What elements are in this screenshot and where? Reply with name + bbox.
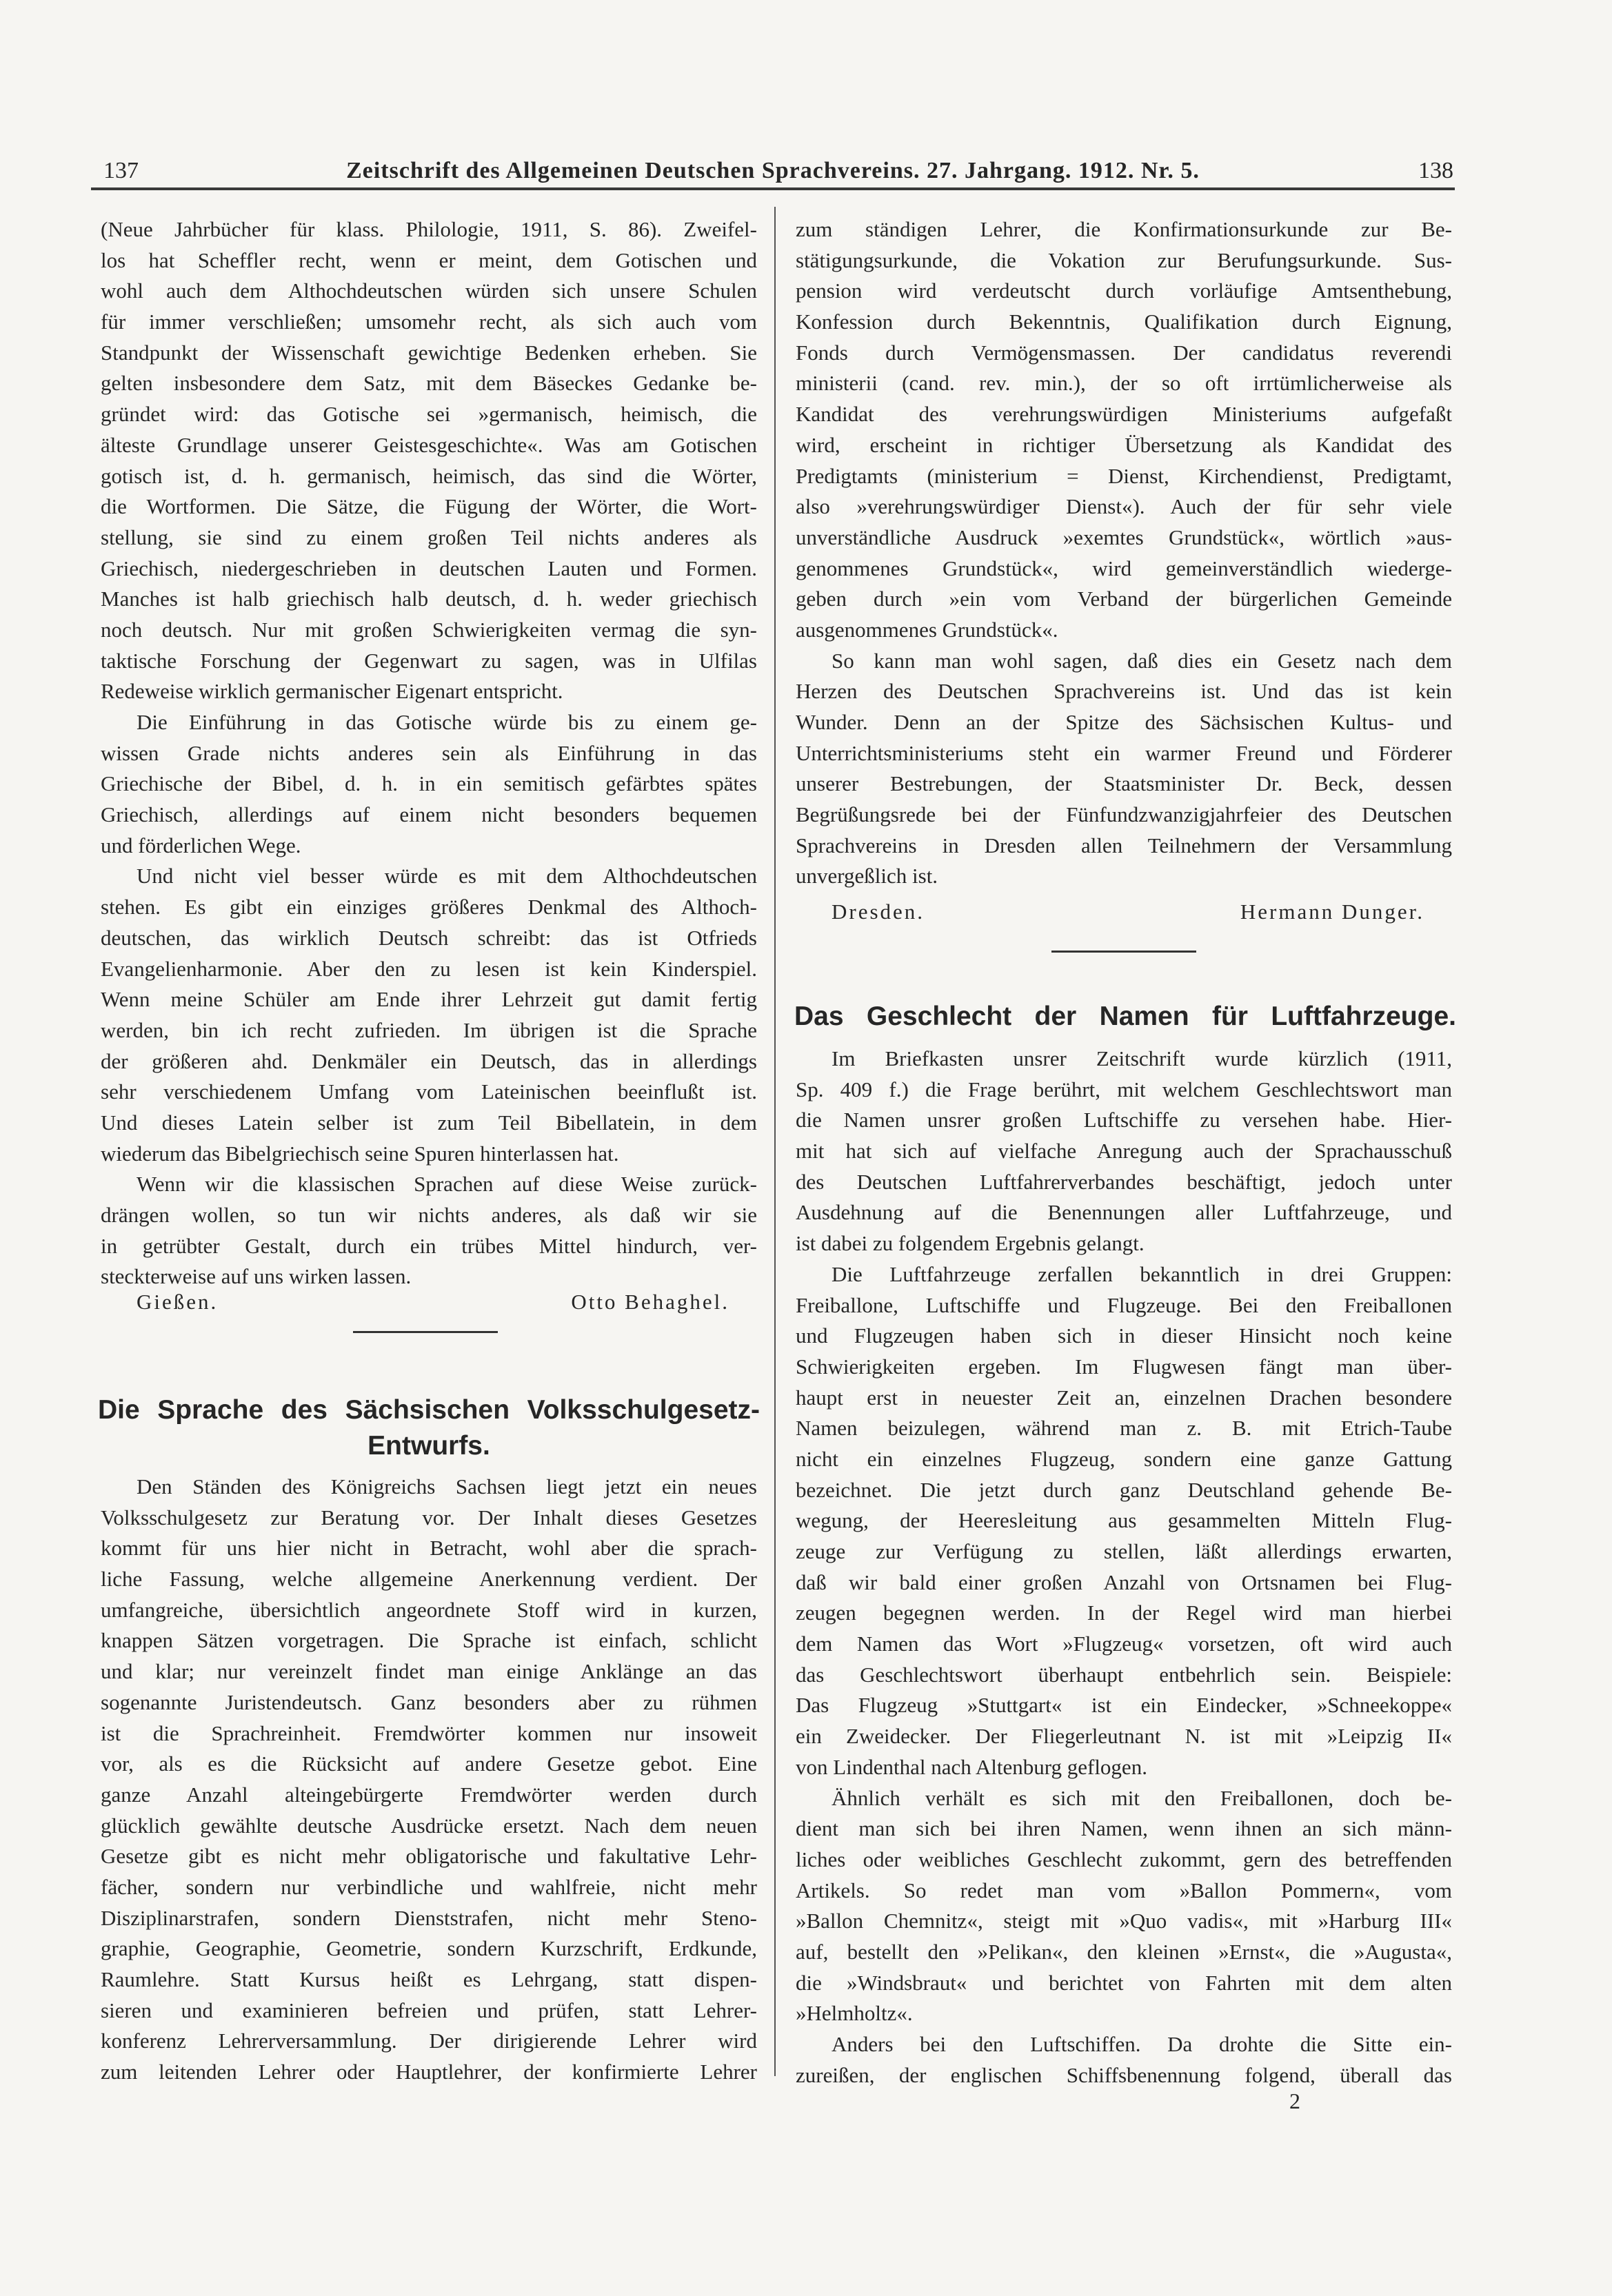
text-line: fächer, sondern nur verbindliche und wahlfreie, nicht mehr xyxy=(101,1874,757,1899)
text-line: ministerii (cand. rev. min.), der so oft irrtümlicherweise als xyxy=(796,371,1452,396)
text-line: Begrüßungsrede bei der Fünfundzwanzigjahrfeier des Deutschen xyxy=(796,802,1452,827)
signature-left xyxy=(101,1286,757,1317)
text-line: zureißen, der englischen Schiffsbenennung folgend, überall das xyxy=(796,2062,1452,2087)
text-line: Volksschulgesetz zur Beratung vor. Der Inhalt dieses Gesetzes xyxy=(101,1505,757,1530)
text-line: Disziplinarstrafen, sondern Dienststrafen, nicht mehr Steno- xyxy=(101,1905,757,1930)
signature-place: Dresden. xyxy=(832,900,925,924)
text-line: Die Einführung in das Gotische würde bis zu einem ge- xyxy=(137,710,757,734)
text-line: also »verehrungswürdiger Dienst«). Auch der für sehr viele xyxy=(796,494,1452,519)
text-line: ganze Anzahl alteingebürgerte Fremdwörter werden durch xyxy=(101,1782,757,1807)
text-line: unvergeßlich ist. xyxy=(796,864,938,888)
text-line: gotisch ist, d. h. germanisch, heimisch, das sind die Wörter, xyxy=(101,463,757,488)
text-line: sieren und examinieren befreien und prüfen, statt Lehrer- xyxy=(101,1998,757,2022)
text-line: dem Namen das Wort »Flugzeug« vorsetzen, oft wird auch xyxy=(796,1632,1452,1656)
text-line: Namen beizulegen, während man z. B. mit Etrich-Taube xyxy=(796,1416,1452,1441)
text-line: Manches ist halb griechisch halb deutsch, d. h. weder griechisch xyxy=(101,587,757,611)
text-line: und Flugzeugen haben sich in dieser Hinsicht noch keine xyxy=(796,1323,1452,1348)
text-line: auf, bestellt den »Pelikan«, den kleinen »Ernst«, die »Augusta«, xyxy=(796,1939,1452,1964)
text-line: Redeweise wirklich germanischer Eigenart entspricht. xyxy=(101,679,563,704)
page-number-right: 138 xyxy=(1418,158,1453,183)
paragraph xyxy=(101,1472,757,2088)
paragraph xyxy=(796,1783,1452,2030)
text-line: und klar; nur vereinzelt findet man einige Anklänge an das xyxy=(101,1659,757,1684)
text-line: stellung, sie sind zu einem großen Teil nichts anderes als xyxy=(101,525,757,549)
section-rule xyxy=(1051,951,1196,953)
text-line: Freiballone, Luftschiffe und Flugzeuge. Bei den Freiballonen xyxy=(796,1292,1452,1317)
text-line: Unterrichtsministeriums steht ein warmer Freund und Förderer xyxy=(796,740,1452,765)
text-line: Griechisch, niedergeschrieben in deutschen Lauten und Formen. xyxy=(101,556,757,580)
paragraph xyxy=(796,646,1452,893)
text-line: die Wortformen. Die Sätze, die Fügung der Wörter, die Wort- xyxy=(101,494,757,519)
text-line: unserer Bestrebungen, der Staatsminister Dr. Beck, dessen xyxy=(796,771,1452,796)
text-line: wohl auch dem Althochdeutschen würden sich unsere Schulen xyxy=(101,278,757,303)
right-column-text xyxy=(796,214,1452,892)
text-line: in getrübter Gestalt, durch ein trübes Mittel hindurch, ver- xyxy=(101,1233,757,1258)
text-line: drängen wollen, so tun wir nichts anderes, als daß wir sie xyxy=(101,1203,757,1227)
text-line: Standpunkt der Wissenschaft gewichtige Bedenken erheben. Sie xyxy=(101,340,757,365)
text-line: Predigtamts (ministerium = Dienst, Kirchendienst, Predigtamt, xyxy=(796,463,1452,488)
text-line: die Namen unsrer großen Luftschiffe zu versehen habe. Hier- xyxy=(796,1108,1452,1132)
sheet-signature-mark: 2 xyxy=(1289,2089,1300,2113)
text-line: wiederum das Bibelgriechisch seine Spuren hinterlassen hat. xyxy=(101,1141,619,1166)
text-line: Raumlehre. Statt Kursus heißt es Lehrgang, statt dispen- xyxy=(101,1967,757,1991)
paragraph xyxy=(796,1259,1452,1783)
text-line: ausgenommenes Grundstück«. xyxy=(796,617,1058,642)
text-line: (Neue Jahrbücher für klass. Philologie, 1911, S. 86). Zweifel- xyxy=(101,217,757,241)
heading-line: Die Sprache des Sächsischen Volksschulgesetz- xyxy=(98,1395,760,1425)
text-line: Die Luftfahrzeuge zerfallen bekanntlich in drei Gruppen: xyxy=(832,1261,1452,1286)
paragraph xyxy=(101,1169,757,1292)
text-line: Und nicht viel besser würde es mit dem Althochdeutschen xyxy=(137,864,757,888)
text-line: des Deutschen Luftfahrerverbandes beschäftigt, jedoch unter xyxy=(796,1169,1452,1194)
text-line: Anders bei den Luftschiffen. Da drohte die Sitte ein- xyxy=(832,2032,1452,2056)
text-line: Und dieses Latein selber ist zum Teil Bibellatein, in dem xyxy=(101,1110,757,1135)
article-body-left xyxy=(101,1472,757,2088)
page-number-left: 137 xyxy=(103,158,139,183)
text-line: unverständliche Ausdruck »exemtes Grundstück«, wörtlich »aus- xyxy=(796,525,1452,549)
text-line: mit hat sich auf vielfache Anregung auch der Sprachausschuß xyxy=(796,1139,1452,1164)
text-line: Schwierigkeiten ergeben. Im Flugwesen fängt man über- xyxy=(796,1354,1452,1379)
text-line: geben durch »ein vom Verband der bürgerlichen Gemeinde xyxy=(796,587,1452,611)
article-heading-right xyxy=(794,999,1456,1035)
text-line: Kandidat des verehrungswürdigen Ministeriums aufgefaßt xyxy=(796,402,1452,427)
text-line: ein Zweidecker. Der Fliegerleutnant N. ist mit »Leipzig II« xyxy=(796,1724,1452,1749)
text-line: werden, bin ich recht zufrieden. Im übrigen ist die Sprache xyxy=(101,1017,757,1042)
text-line: zum leitenden Lehrer oder Hauptlehrer, der konfirmierte Lehrer xyxy=(101,2060,757,2084)
text-line: deutschen, das wirklich Deutsch schreibt: das ist Otfrieds xyxy=(101,925,757,950)
column-divider xyxy=(774,207,776,2076)
text-line: älteste Grundlage unserer Geistesgeschichte«. Was am Gotischen xyxy=(101,432,757,457)
signature-author: Hermann Dunger. xyxy=(1240,900,1424,924)
text-line: »Helmholtz«. xyxy=(796,2001,913,2026)
text-line: gründet wird: das Gotische sei »germanisch, heimisch, die xyxy=(101,402,757,427)
text-line: wissen Grade nichts anderes sein als Einführung in das xyxy=(101,740,757,765)
text-line: Konfession durch Bekenntnis, Qualifikation durch Eignung, xyxy=(796,309,1452,334)
paragraph xyxy=(796,214,1452,646)
signature-author: Otto Behaghel. xyxy=(571,1290,729,1314)
signature-place: Gießen. xyxy=(137,1290,219,1314)
text-line: konferenz Lehrerversammlung. Der dirigierende Lehrer wird xyxy=(101,2029,757,2053)
text-line: ist dabei zu folgendem Ergebnis gelangt. xyxy=(796,1231,1145,1256)
text-line: Ähnlich verhält es sich mit den Freiballonen, doch be- xyxy=(832,1785,1452,1810)
text-line: steckterweise auf uns wirken lassen. xyxy=(101,1264,412,1289)
text-line: Wenn meine Schüler am Ende ihrer Lehrzeit gut damit fertig xyxy=(101,987,757,1012)
text-line: ist die Sprachreinheit. Fremdwörter kommen nur insoweit xyxy=(101,1720,757,1745)
text-line: das Geschlechtswort überhaupt entbehrlich sein. Beispiele: xyxy=(796,1662,1452,1687)
text-line: Sp. 409 f.) die Frage berührt, mit welchem Geschlechtswort man xyxy=(796,1077,1452,1101)
text-line: Ausdehnung auf die Benennungen aller Luftfahrzeuge, und xyxy=(796,1200,1452,1225)
text-line: Griechisch, allerdings auf einem nicht besonders bequemen xyxy=(101,802,757,827)
text-line: bezeichnet. Die jetzt durch ganz Deutschland gehende Be- xyxy=(796,1477,1452,1502)
text-line: pension wird verdeutscht durch vorläufige Amtsenthebung, xyxy=(796,278,1452,303)
text-line: zeugen begegnen werden. In der Regel wird man hierbei xyxy=(796,1601,1452,1625)
text-line: von Lindenthal nach Altenburg geflogen. xyxy=(796,1754,1147,1779)
text-line: Griechische der Bibel, d. h. in ein semitisch gefärbtes spätes xyxy=(101,771,757,796)
heading-line: Entwurfs. xyxy=(367,1431,490,1461)
paragraph xyxy=(101,861,757,1169)
text-line: gelten insbesondere dem Satz, mit dem Bäseckes Gedanke be- xyxy=(101,371,757,396)
article-heading-left xyxy=(98,1392,760,1464)
text-line: sogenannte Juristendeutsch. Ganz besonders aber zu rühmen xyxy=(101,1689,757,1714)
text-line: zeuge zur Verfügung zu stellen, läßt allerdings erwarten, xyxy=(796,1539,1452,1563)
text-line: Evangelienharmonie. Aber den zu lesen ist kein Kinderspiel. xyxy=(101,956,757,981)
text-line: Sprachvereins in Dresden allen Teilnehmern der Versammlung xyxy=(796,833,1452,857)
text-line: der größeren ahd. Denkmäler ein Deutsch, das in allerdings xyxy=(101,1048,757,1073)
signature-right xyxy=(796,896,1452,927)
text-line: los hat Scheffler recht, wenn er meint, dem Gotischen und xyxy=(101,247,757,272)
text-line: Herzen des Deutschen Sprachvereins ist. Und das ist kein xyxy=(796,679,1452,704)
text-line: stätigungsurkunde, die Vokation zur Berufungsurkunde. Sus- xyxy=(796,247,1452,272)
text-line: glücklich gewählte deutsche Ausdrücke ersetzt. Nach dem neuen xyxy=(101,1813,757,1838)
text-line: knappen Sätzen vorgetragen. Die Sprache ist einfach, schlicht xyxy=(101,1628,757,1653)
text-line: Das Flugzeug »Stuttgart« ist ein Eindecker, »Schneekoppe« xyxy=(796,1693,1452,1718)
text-line: Wenn wir die klassischen Sprachen auf diese Weise zurück- xyxy=(137,1172,757,1197)
text-line: liche Fassung, welche allgemeine Anerkennung verdient. Der xyxy=(101,1567,757,1592)
text-line: dient man sich bei ihren Namen, wenn ihnen an sich männ- xyxy=(796,1816,1452,1841)
text-line: noch deutsch. Nur mit großen Schwierigkeiten vermag die syn- xyxy=(101,617,757,642)
text-line: Artikels. So redet man vom »Ballon Pommern«, vom xyxy=(796,1878,1452,1902)
text-line: So kann man wohl sagen, daß dies ein Gesetz nach dem xyxy=(832,648,1452,673)
text-line: vor, als es die Rücksicht auf andere Gesetze gebot. Eine xyxy=(101,1751,757,1776)
text-line: taktische Forschung der Gegenwart zu sagen, was in Ulfilas xyxy=(101,648,757,673)
left-column-text xyxy=(101,214,757,1292)
text-line: wird, erscheint in richtiger Übersetzung als Kandidat des xyxy=(796,432,1452,457)
paragraph xyxy=(101,707,757,861)
paragraph xyxy=(796,2029,1452,2091)
text-line: graphie, Geographie, Geometrie, sondern Kurzschrift, Erdkunde, xyxy=(101,1936,757,1961)
paragraph xyxy=(796,1044,1452,1259)
text-line: zum ständigen Lehrer, die Konfirmationsurkunde zur Be- xyxy=(796,217,1452,241)
text-line: daß wir bald einer großen Anzahl von Ortsnamen bei Flug- xyxy=(796,1569,1452,1594)
text-line: nicht ein einzelnes Flugzeug, sondern eine ganze Gattung xyxy=(796,1446,1452,1471)
text-line: haupt erst in neuester Zeit an, einzelnen Drachen besondere xyxy=(796,1385,1452,1410)
text-line: umfangreiche, übersichtlich angeordnete Stoff wird in kurzen, xyxy=(101,1597,757,1622)
text-line: stehen. Es gibt ein einziges größeres Denkmal des Althoch- xyxy=(101,895,757,920)
journal-title: Zeitschrift des Allgemeinen Deutschen Sprachvereins. 27. Jahrgang. 1912. Nr. 5. xyxy=(346,158,1200,183)
text-line: Im Briefkasten unsrer Zeitschrift wurde kürzlich (1911, xyxy=(832,1046,1452,1070)
text-line: für immer verschließen; umsomehr recht, als sich auch vom xyxy=(101,309,757,334)
text-line: genommenes Grundstück«, wird gemeinverständlich wiederge- xyxy=(796,556,1452,580)
text-line: die »Windsbraut« und berichtet von Fahrten mit dem alten xyxy=(796,1970,1452,1995)
text-line: »Ballon Chemnitz«, steigt mit »Quo vadis«, mit »Harburg III« xyxy=(796,1909,1452,1933)
text-line: Den Ständen des Königreichs Sachsen liegt jetzt ein neues xyxy=(137,1474,757,1499)
heading-line: Das Geschlecht der Namen für Luftfahrzeuge. xyxy=(794,1002,1456,1031)
text-line: Fonds durch Vermögensmassen. Der candidatus reverendi xyxy=(796,340,1452,365)
text-line: liches oder weibliches Geschlecht zukommt, gern des betreffenden xyxy=(796,1847,1452,1871)
text-line: wegung, der Heeresleitung aus gesammelten Mitteln Flug- xyxy=(796,1508,1452,1533)
text-line: sehr verschiedenem Umfang vom Lateinischen beeinflußt ist. xyxy=(101,1079,757,1104)
section-rule xyxy=(353,1331,498,1333)
text-line: Gesetze gibt es nicht mehr obligatorische und fakultative Lehr- xyxy=(101,1844,757,1869)
paragraph xyxy=(101,214,757,707)
text-line: Wunder. Denn an der Spitze des Sächsischen Kultus- und xyxy=(796,710,1452,734)
text-line: kommt für uns hier nicht in Betracht, wohl aber die sprach- xyxy=(101,1536,757,1561)
article-body-right xyxy=(796,1044,1452,2091)
text-line: und förderlichen Wege. xyxy=(101,833,301,857)
header-rule xyxy=(91,187,1455,190)
